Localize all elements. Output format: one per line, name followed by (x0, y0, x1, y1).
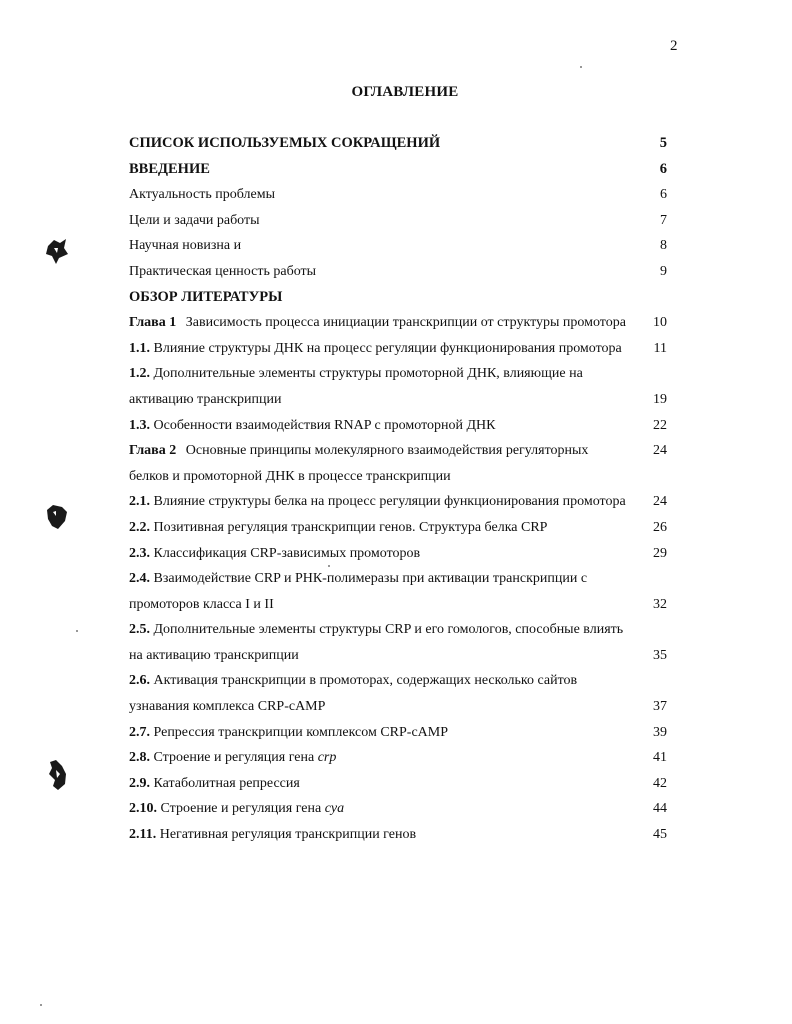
toc-entry-text: Научная новизна и (129, 238, 242, 254)
toc-entry-text (129, 413, 629, 439)
toc-entry-prefix: Глава 2 (129, 443, 177, 459)
toc-entry-text (129, 617, 629, 668)
toc-entry-1-1 (129, 336, 667, 362)
toc-entry-prefix: 2.10. (129, 801, 157, 817)
toc-entry-title: Влияние структуры белка на процесс регуляции функционирования промотора (153, 494, 626, 510)
toc-entry-text: Практическая ценность работы (129, 263, 317, 279)
toc-entry-page: 39 (653, 724, 667, 740)
scan-dot (580, 66, 582, 68)
toc-entry-prefix: 2.9. (129, 775, 150, 791)
toc-entry-title: Классификация CRP-зависимых промоторов (153, 545, 421, 561)
page-number: 2 (670, 38, 678, 54)
toc-entry-novelty (129, 233, 667, 259)
toc-entry-prefix: 2.1. (129, 494, 150, 510)
toc-entry-page: 11 (653, 340, 667, 356)
toc-entry-prefix: 2.11. (129, 827, 157, 843)
toc-entry-prefix: 2.2. (129, 519, 150, 535)
toc-entry-title: Дополнительные элементы структуры промоторной ДНК, влияющие на активацию транскрипции (129, 366, 583, 407)
toc-entry-chapter-2 (129, 438, 667, 489)
toc-entry-text (129, 771, 629, 797)
toc-entry-1-3 (129, 413, 667, 439)
toc-entry-page: 8 (660, 238, 667, 254)
toc-entry-2-6 (129, 668, 667, 719)
toc-entry-page: 41 (653, 750, 667, 766)
toc-entry-goals (129, 208, 667, 234)
toc-entry-abbreviations (129, 131, 667, 157)
toc-entry-prefix: 1.1. (129, 340, 150, 356)
toc-entry-text: СПИСОК ИСПОЛЬЗУЕМЫХ СОКРАЩЕНИЙ (129, 135, 441, 151)
toc-entry-page: 6 (659, 160, 667, 177)
toc-entry-page: 37 (653, 699, 667, 715)
toc-entry-relevance (129, 182, 667, 208)
toc-entry-title: Репрессия транскрипции комплексом CRP-cAMP (153, 724, 449, 740)
toc-entry-text: ОБЗОР ЛИТЕРАТУРЫ (129, 288, 283, 305)
toc-entry-text (129, 720, 629, 746)
toc-entry-page: 32 (653, 596, 667, 612)
toc-entry-1-2 (129, 361, 667, 412)
toc-entry-title: Строение и регуляция гена (153, 750, 315, 766)
toc-entry-2-1 (129, 489, 667, 515)
toc-entry-text (129, 796, 629, 822)
toc-entry-text (129, 336, 629, 362)
toc-entry-prefix: 1.3. (129, 417, 150, 433)
toc-entry-text: Актуальность проблемы (129, 187, 275, 203)
toc-entry-text (129, 310, 629, 336)
toc-title: ОГЛАВЛЕНИЕ (351, 84, 459, 100)
toc-entry-title: Позитивная регуляция транскрипции генов. Структура белка CRP (153, 519, 548, 535)
toc-entry-page: 24 (653, 443, 667, 459)
toc-entry-text (129, 361, 629, 412)
toc-entry-prefix: 1.2. (129, 366, 150, 382)
toc-entry-2-7 (129, 720, 667, 746)
toc-entry-title: Негативная регуляция транскрипции генов (159, 827, 417, 843)
toc-entry-title: Основные принципы молекулярного взаимодействия регуляторных белков и промоторной ДНК в процессе транскрипции (129, 443, 589, 484)
toc-entry-title: Особенности взаимодействия RNAP с промоторной ДНК (153, 417, 496, 433)
toc-entry-prefix: 2.6. (129, 673, 150, 689)
toc-entry-page: 10 (653, 315, 667, 331)
toc-entry-page: 24 (653, 494, 667, 510)
toc-entry-text (129, 745, 629, 771)
toc-entry-2-2 (129, 515, 667, 541)
toc-entry-page: 45 (653, 827, 667, 843)
scan-speck-middle (44, 502, 70, 532)
toc-entry-title: Зависимость процесса инициации транскрипции от структуры промотора (185, 315, 626, 331)
toc-entry-page: 19 (653, 391, 667, 407)
toc-entry-chapter-1 (129, 310, 667, 336)
scan-speck-top (44, 236, 70, 266)
toc-entry-literature-review (129, 285, 667, 311)
toc-entry-text (129, 566, 629, 617)
toc-entry-2-9 (129, 771, 667, 797)
toc-entry-2-5 (129, 617, 667, 668)
toc-entry-page: 7 (660, 212, 667, 228)
toc-entry-text (129, 489, 629, 515)
toc-entry-title: Влияние структуры ДНК на процесс регуляции функционирования промотора (153, 340, 622, 356)
toc-entry-2-10 (129, 796, 667, 822)
toc-entry-page: 44 (653, 801, 667, 817)
toc-entry-title: Строение и регуляция гена (160, 801, 322, 817)
toc-entry-page: 42 (653, 775, 667, 791)
toc-entry-2-4 (129, 566, 667, 617)
toc-entry-page: 26 (653, 519, 667, 535)
toc-entry-prefix: 2.8. (129, 750, 150, 766)
toc-entry-prefix: 2.7. (129, 724, 150, 740)
scan-speck-bottom (44, 758, 70, 792)
toc-entry-introduction (129, 157, 667, 183)
toc-entry-title: Катаболитная репрессия (153, 775, 300, 791)
toc-entry-title: Взаимодействие CRP и РНК-полимеразы при активации транскрипции с промоторов класса I и II (129, 571, 588, 612)
gene-name: cya (324, 801, 345, 817)
toc-entry-text: Цели и задачи работы (129, 212, 260, 228)
scan-dot (76, 630, 78, 632)
toc-entry-text (129, 515, 629, 541)
toc-entry-prefix: 2.5. (129, 622, 150, 638)
toc-entry-page: 6 (660, 187, 667, 203)
toc-entry-page: 22 (653, 417, 667, 433)
toc-entry-text (129, 541, 629, 567)
scan-dot (40, 1004, 42, 1006)
toc-entry-title: Дополнительные элементы структуры CRP и его гомологов, способные влиять на активацию транскрипции (129, 622, 624, 663)
table-of-contents (129, 131, 667, 848)
toc-entry-practical-value (129, 259, 667, 285)
toc-entry-title: Активация транскрипции в промоторах, содержащих несколько сайтов узнавания комплекса CRP-cAMP (129, 673, 578, 715)
toc-entry-text (129, 822, 629, 848)
toc-entry-text: ВВЕДЕНИЕ (129, 160, 210, 177)
toc-entry-text (129, 438, 629, 489)
toc-entry-text (129, 668, 629, 719)
toc-entry-2-11 (129, 822, 667, 848)
gene-name: crp (317, 750, 337, 766)
toc-entry-prefix: 2.4. (129, 571, 150, 587)
toc-entry-page: 29 (653, 545, 667, 561)
toc-entry-prefix: 2.3. (129, 545, 150, 561)
toc-entry-page: 5 (659, 135, 667, 151)
toc-entry-prefix: Глава 1 (129, 315, 177, 331)
toc-entry-2-8 (129, 745, 667, 771)
toc-entry-2-3 (129, 541, 667, 567)
toc-entry-page: 35 (653, 647, 667, 663)
toc-entry-page: 9 (660, 263, 667, 279)
